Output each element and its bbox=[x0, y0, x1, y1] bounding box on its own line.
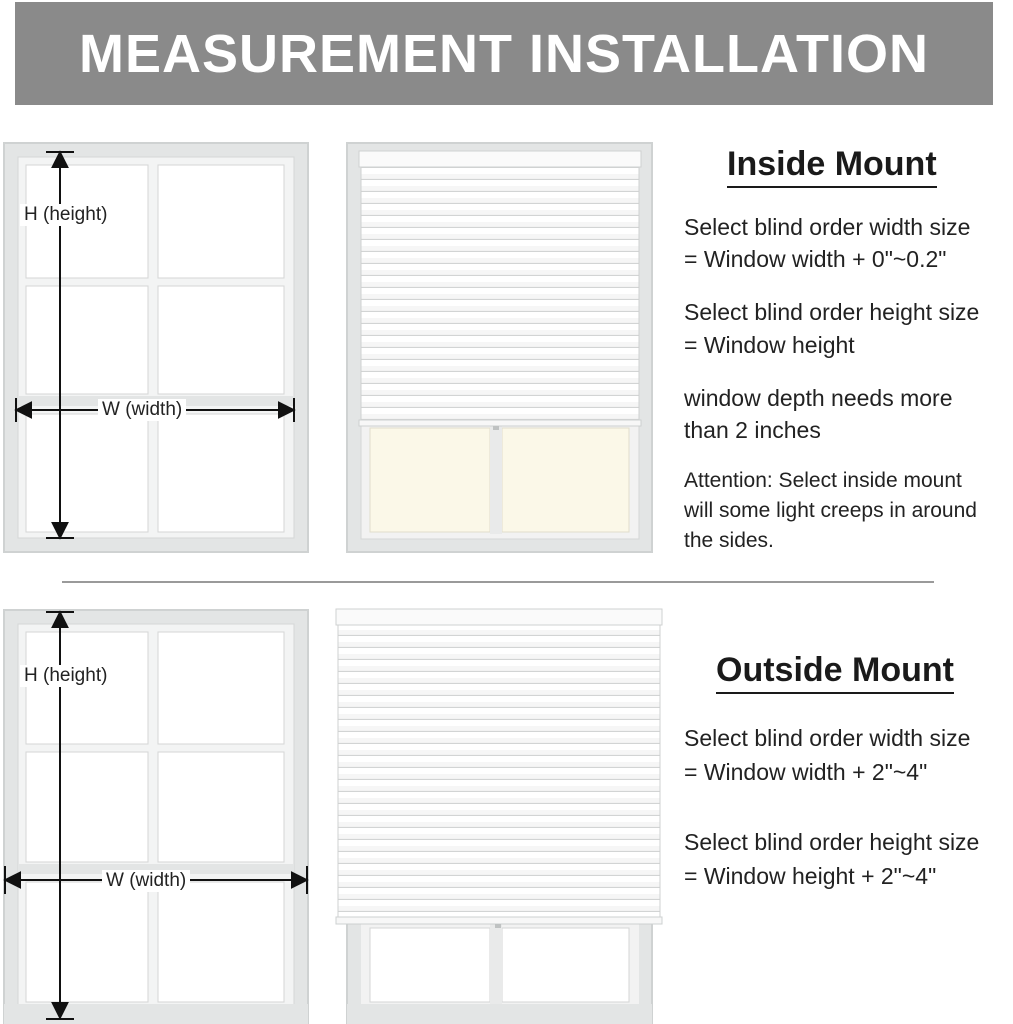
inside-width-label: W (width) bbox=[98, 399, 186, 421]
inside-mount-title: Inside Mount bbox=[727, 144, 937, 188]
outside-width-rule-line2: = Window width + 2"~4" bbox=[684, 759, 928, 785]
inside-attention-line3: the sides. bbox=[684, 529, 774, 552]
outside-width-label: W (width) bbox=[102, 870, 190, 892]
outside-height-label: H (height) bbox=[20, 665, 111, 687]
page-title: MEASUREMENT INSTALLATION bbox=[79, 24, 929, 84]
inside-attention-line2: will some light creeps in around bbox=[684, 499, 977, 522]
inside-width-rule-line1: Select blind order width size bbox=[684, 214, 971, 240]
outside-mount-title: Outside Mount bbox=[716, 650, 954, 694]
inside-width-rule-line2: = Window width + 0"~0.2" bbox=[684, 246, 947, 272]
outside-shade-diagram bbox=[336, 609, 662, 1024]
inside-height-rule-line1: Select blind order height size bbox=[684, 299, 980, 325]
section-divider bbox=[62, 581, 934, 583]
inside-depth-rule-line2: than 2 inches bbox=[684, 417, 821, 443]
inside-height-rule-line2: = Window height bbox=[684, 332, 855, 358]
outside-width-rule-line1: Select blind order width size bbox=[684, 725, 971, 751]
inside-height-label: H (height) bbox=[20, 204, 111, 226]
inside-attention-line1: Attention: Select inside mount bbox=[684, 469, 962, 492]
inside-shade-diagram bbox=[347, 143, 652, 552]
inside-depth-rule-line1: window depth needs more bbox=[684, 385, 953, 411]
outside-height-rule-line2: = Window height + 2"~4" bbox=[684, 863, 937, 889]
outside-height-rule-line1: Select blind order height size bbox=[684, 829, 980, 855]
